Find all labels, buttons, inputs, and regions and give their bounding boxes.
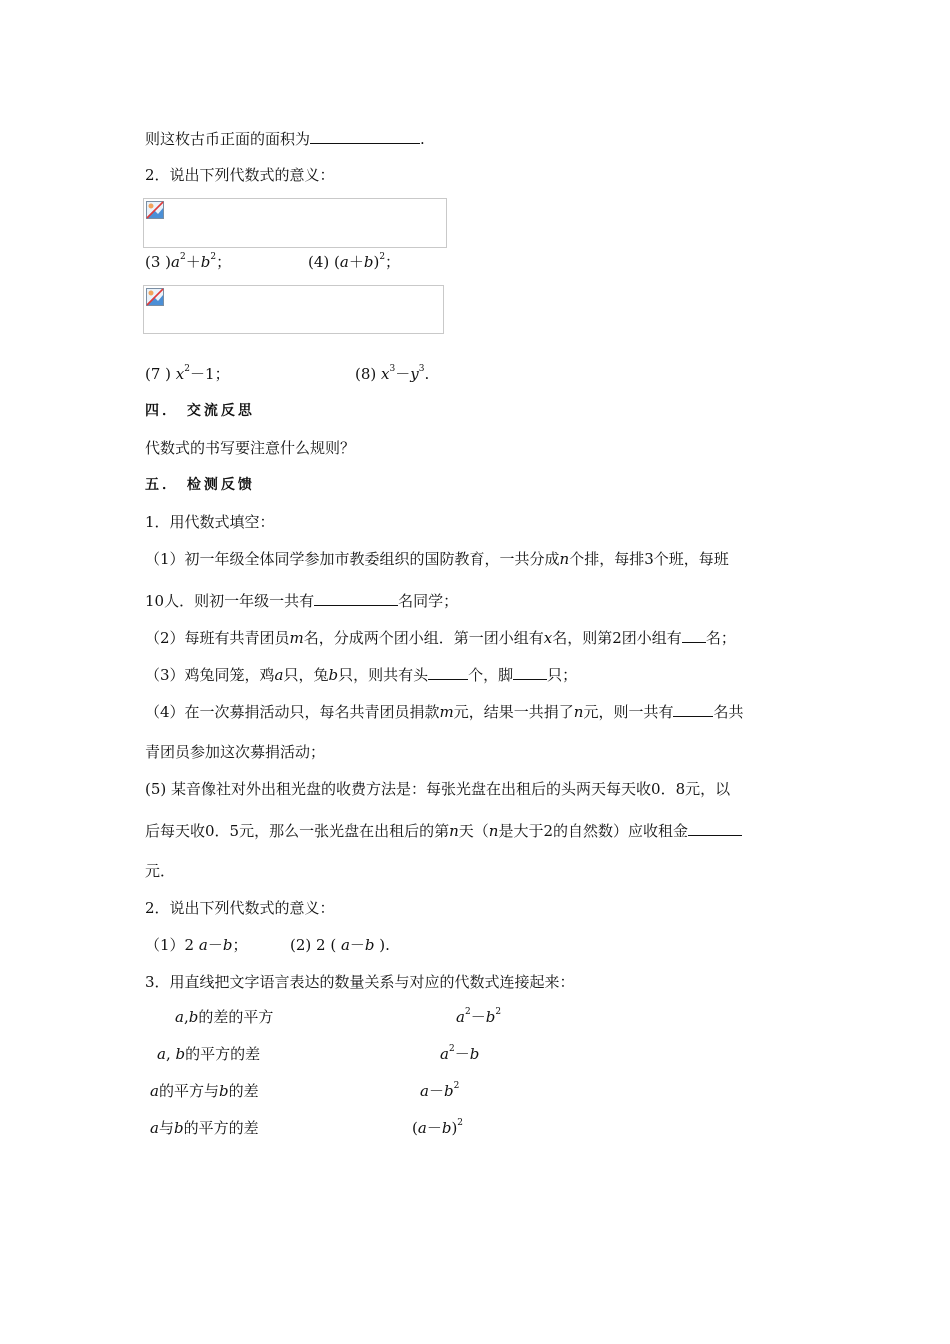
missing-image-1	[143, 198, 447, 248]
expression-7: (7 ) $x^2-1$；	[145, 364, 230, 383]
q1-item-4-line-1: （4）在一次募捐活动只，每名共青团员捐款m元，结果一共捐了n元，则一共有 名共	[145, 703, 744, 721]
section-4-text: 代数式的书写要注意什么规则？	[145, 439, 356, 457]
section-5-heading: 五． 检测反馈	[145, 477, 255, 493]
q1-item-5-line-1: (5) 某音像社对外出租光盘的收费方法是：每张光盘在出租后的头两天每天收0．8元，以	[145, 780, 731, 798]
q1-item-5-line-2: 后每天收0．5元，那么一张光盘在出租后的第n天（n是大于2的自然数）应收租金	[145, 820, 742, 841]
expression-4: (4) $(a+b)^2$；	[308, 252, 401, 271]
q1-item-3: （3）鸡兔同笼，鸡a只，兔b只，则共有头 个，脚 只；	[145, 666, 578, 684]
answer-blank	[682, 627, 706, 643]
question-1-intro: 1．用代数式填空：	[145, 513, 275, 531]
q1-item-4-line-2: 青团员参加这次募捐活动；	[145, 743, 326, 761]
question-2b-intro: 2．说出下列代数式的意义：	[145, 899, 335, 917]
q1-item-5-line-3: 元．	[145, 862, 176, 880]
match-right-4: $(a-b)^2$	[412, 1118, 464, 1137]
question-2-intro: 2．说出下列代数式的意义：	[145, 166, 335, 184]
expression-row-3-4: (3 )$a^2+b^2$；	[145, 252, 232, 271]
match-right-1: $a^2-b^2$	[456, 1007, 502, 1026]
q1-item-1-line-2: 10人．则初一年级一共有 名同学；	[145, 592, 459, 610]
broken-image-icon	[146, 288, 164, 306]
q2b-expression-2: (2) 2 ( a－b ).	[290, 936, 390, 954]
expression-8: (8) $x^3-y^3$.	[355, 364, 430, 383]
broken-image-icon	[146, 201, 164, 219]
match-left-1: a,b的差的平方	[175, 1008, 274, 1026]
answer-blank	[310, 128, 420, 144]
match-right-3: $a-b^2$	[420, 1081, 460, 1100]
match-left-4: a与b的平方的差	[150, 1119, 259, 1137]
q1-item-1-line-1: （1）初一年级全体同学参加市教委组织的国防教育，一共分成n个排，每排3个班，每班	[145, 550, 729, 568]
q1-item-2: （2）每班有共青团员m名，分成两个团小组．第一团小组有x名，则第2团小组有 名；	[145, 629, 736, 647]
previous-question-tail: 则这枚古币正面的面积为 .	[145, 130, 425, 148]
missing-image-2	[143, 285, 444, 334]
match-left-2: a, b的平方的差	[157, 1045, 261, 1063]
question-3-intro: 3．用直线把文字语言表达的数量关系与对应的代数式连接起来：	[145, 973, 575, 991]
q2b-expression-1: （1）2 a－b；	[145, 936, 248, 954]
match-right-2: $a^2-b$	[440, 1044, 480, 1063]
answer-blank	[314, 590, 398, 606]
answer-blank	[513, 664, 547, 680]
match-left-3: a的平方与b的差	[150, 1082, 259, 1100]
answer-blank	[428, 664, 468, 680]
answer-blank	[673, 701, 713, 717]
section-4-heading: 四． 交流反思	[145, 403, 255, 419]
answer-blank	[688, 820, 742, 836]
